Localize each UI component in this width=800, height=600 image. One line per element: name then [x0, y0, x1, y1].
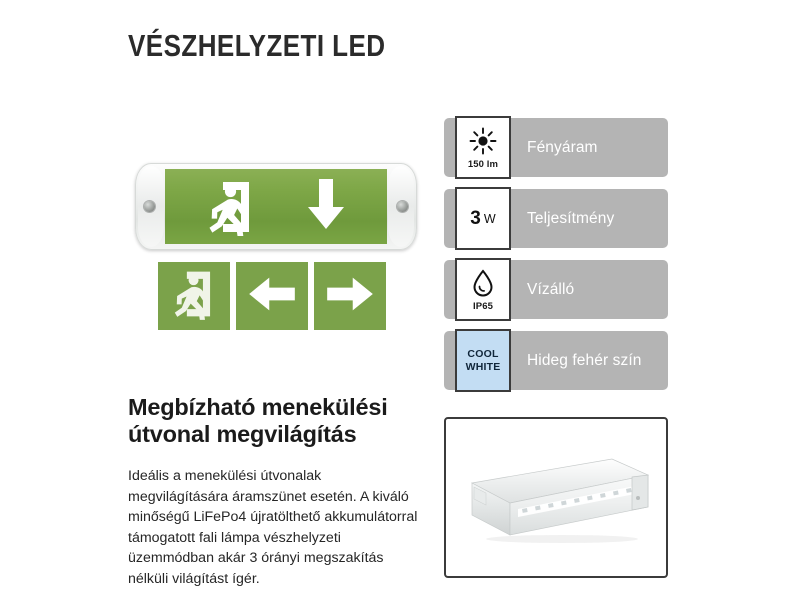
- fixture-screw-right: [397, 201, 408, 212]
- product-photo-box: [444, 417, 668, 578]
- feature-label-waterproof: Vízálló: [527, 280, 575, 298]
- running-man-exit-icon: [169, 268, 219, 325]
- cool-white-swatch-icon: [466, 348, 501, 373]
- tile-arrow-left: [236, 262, 308, 330]
- feature-list: [444, 118, 668, 402]
- feature-icon-box-power: [455, 187, 511, 250]
- emergency-exit-sign-fixture: [135, 163, 417, 250]
- tile-arrow-right: [314, 262, 386, 330]
- feature-row-waterproof: [444, 260, 668, 319]
- water-drop-icon: [472, 267, 494, 299]
- power-unit: W: [483, 211, 496, 226]
- feature-row-luminous-flux: [444, 118, 668, 177]
- down-arrow-icon: [303, 177, 349, 236]
- emergency-led-bulkhead-lamp-photo: [462, 453, 654, 545]
- cool-white-line1: COOL: [467, 348, 499, 360]
- pictogram-tiles: [158, 262, 386, 330]
- page-title: VÉSZHELYZETI LED: [128, 28, 386, 63]
- feature-label-color-temperature: Hideg fehér szín: [527, 351, 642, 369]
- tile-exit-man: [158, 262, 230, 330]
- power-watt-icon: [470, 203, 495, 235]
- feature-row-color-temperature: [444, 331, 668, 390]
- right-arrow-icon: [325, 273, 375, 320]
- feature-icon-box-color-temperature: [455, 329, 511, 392]
- exit-sign-green-panel: [165, 169, 387, 244]
- power-value: 3: [470, 208, 481, 229]
- feature-row-power: [444, 189, 668, 248]
- cool-white-line2: WHITE: [465, 360, 501, 373]
- feature-icon-box-luminous-flux: [455, 116, 511, 179]
- feature-label-luminous-flux: Fényáram: [527, 138, 598, 156]
- left-arrow-icon: [247, 273, 297, 320]
- ip-rating-value: IP65: [473, 301, 493, 312]
- section-headline: Megbízható menekülési útvonal megvilágítás: [128, 394, 388, 447]
- running-man-exit-icon: [203, 178, 259, 236]
- fixture-screw-left: [144, 201, 155, 212]
- luminous-flux-value: 150 lm: [467, 159, 499, 170]
- section-paragraph: Ideális a menekülési útvonalak megvilágítására áramszünet esetén. A kiváló minőségű LiFePo4 újratölthető akkumulátorral támogatott fali lámpa vészhelyzeti üzemmódban akár 3 órányi megszakítás nélküli világítást ígér.: [128, 468, 418, 587]
- feature-label-power: Teljesítmény: [527, 209, 615, 227]
- sun-brightness-icon: [469, 125, 497, 157]
- feature-icon-box-waterproof: [455, 258, 511, 321]
